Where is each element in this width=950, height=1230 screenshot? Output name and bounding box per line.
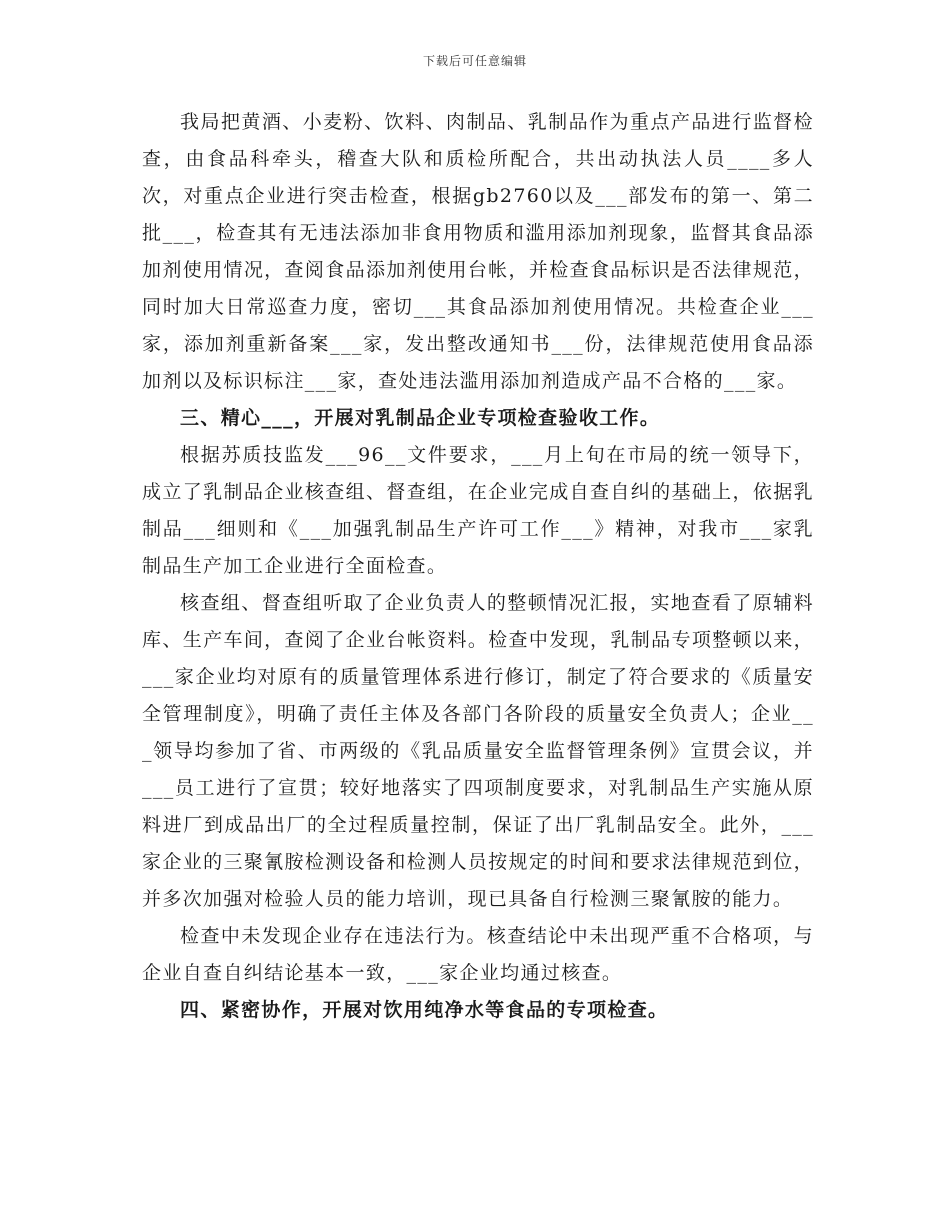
page-header: 下载后可任意编辑 [422,54,527,68]
section-heading-4: 四、紧密协作，开展对饮用纯净水等食品的专项检查。 [180,999,669,1021]
document-body [142,104,814,1029]
paragraph-inspection-conclusion: 检查中未发现企业存在违法行为。核查结论中未出现严重不合格项，与企业自查自纠结论基本一致，___家企业均通过核查。 [142,925,814,984]
paragraph-key-product-inspection: 我局把黄酒、小麦粉、饮料、肉制品、乳制品作为重点产品进行监督检查，由食品科牵头，稽查大队和质检所配合，共出动执法人员____多人次，对重点企业进行突击检查，根据gb2760以及___部发布的第一、第二批___，检查其有无违法添加非食用物质和滥用添加剂现象，监督其食品添加剂使用情况，查阅食品添加剂使用台帐，并检查食品标识是否法律规范，同时加大日常巡查力度，密切___其食品添加剂使用情况。共检查企业___家，添加剂重新备案___家，发出整改通知书___份，法律规范使用食品添加剂以及标识标注___家，查处违法滥用添加剂造成产品不合格的___家。 [142,111,814,392]
paragraph-dairy-inspection-findings: 核查组、督查组听取了企业负责人的整顿情况汇报，实地查看了原辅料库、生产车间，查阅了企业台帐资料。检查中发现，乳制品专项整顿以来，___家企业均对原有的质量管理体系进行修订，制定了符合要求的《质量安全管理制度》，明确了责任主体及各部门各阶段的质量安全负责人；企业___领导均参加了省、市两级的《乳品质量安全监督管理条例》宣贯会议，并___员工进行了宣贯；较好地落实了四项制度要求，对乳制品生产实施从原料进厂到成品出厂的全过程质量控制，保证了出厂乳制品安全。此外，___家企业的三聚氰胺检测设备和检测人员按规定的时间和要求法律规范到位，并多次加强对检验人员的能力培训，现已具备自行检测三聚氰胺的能力。 [142,592,814,910]
paragraph-dairy-inspection-basis: 根据苏质技监发___96__文件要求，___月上旬在市局的统一领导下，成立了乳制品企业核查组、督查组，在企业完成自查自纠的基础上，依据乳制品___细则和《___加强乳制品生产许可工作___》精神，对我市___家乳制品生产加工企业进行全面检查。 [142,444,814,577]
section-heading-3: 三、精心___，开展对乳制品企业专项检查验收工作。 [180,407,661,429]
